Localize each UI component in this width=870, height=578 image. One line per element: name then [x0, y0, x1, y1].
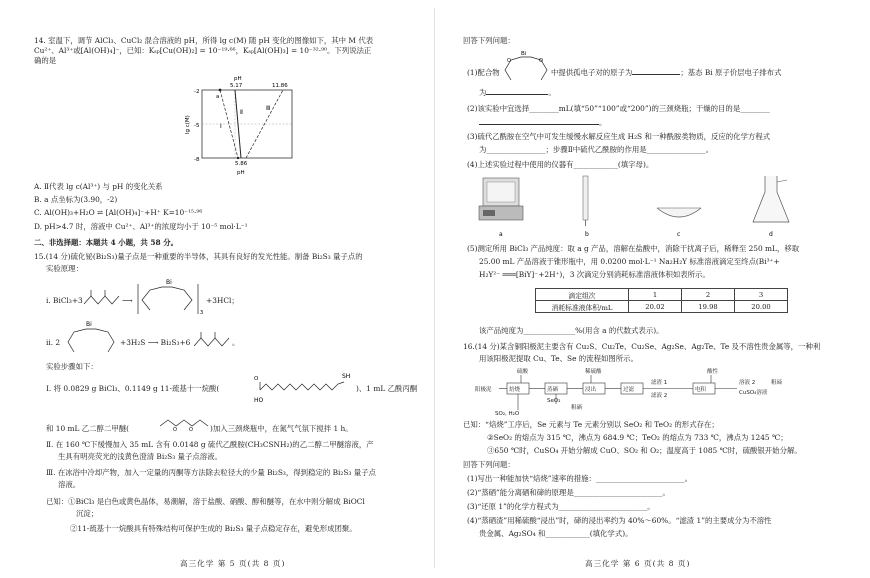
page-6 — [435, 0, 870, 578]
p2: (2)该实验中宜选择________mL(填“50”“100”或“200”)的三颈烧瓶；干燥的目的是________ — [467, 104, 770, 113]
sh-label: SH — [342, 373, 351, 380]
table-row — [536, 301, 788, 313]
label-instrument-a: a — [499, 231, 503, 238]
table-row-label: 消耗标准液体积/mL — [536, 301, 629, 313]
step1-a: Ⅰ. 将 0.0829 g BiCl₃、0.1149 g 11-巯基十一烷酸( — [46, 384, 220, 393]
curve-II — [235, 90, 241, 158]
step1-b: )、1 mL 乙酰丙酮 — [356, 384, 418, 393]
p1-b: 中提供孤电子对的原子为 ；基态 Bi 原子价层电子排布式 — [551, 68, 782, 77]
table-col-2: 2 — [682, 289, 735, 301]
balance-icon — [479, 178, 523, 220]
p3-a: (3)硫代乙酰胺在空气中可发生缓慢水解反应生成 H₂S 和一种酰胺类物质，反应的化学方程式 — [467, 132, 771, 141]
p5-d: 该产品纯度为______________%(用含 a 的代数式表示)。 — [479, 326, 664, 335]
label-a: a — [216, 94, 220, 100]
p1-a: (1)配合物 — [467, 68, 500, 77]
xlabel-top: pH — [234, 76, 242, 82]
q16-answer-heading: 回答下列问题： — [463, 460, 515, 469]
rxn1-right: +3HCl； — [206, 296, 239, 305]
table-value-3: 20.00 — [735, 301, 788, 313]
rxn1-left: i. BiCl₃+3 — [46, 296, 83, 305]
flow-out-seo2: SeO₂ — [547, 398, 561, 404]
tick-m8: -8 — [194, 157, 200, 163]
point-586 — [237, 157, 239, 159]
subscript-3: 3 — [200, 310, 204, 316]
answer-blank-p1[interactable] — [632, 68, 680, 75]
bi-label-2: Bi — [86, 321, 92, 328]
table-col-1: 1 — [629, 289, 682, 301]
evaporating-dish-icon — [657, 208, 701, 217]
dimethoxyethane-structure — [158, 414, 210, 432]
q16-a3: (3)“还原 1”的化学方程式为________________________。 — [467, 502, 655, 511]
burette-icon — [583, 176, 588, 226]
footer-page-6: 高三化学 第 6 页(共 8 页) — [585, 559, 691, 568]
step2-b: 生具有明亮荧光的浅黄色澄清 Bi₂S₃ 量子点溶液。 — [58, 452, 222, 461]
q16-known-1: 已知：“焙烧”工序后，Se 元素与 Te 元素分别以 SeO₂ 和 TeO₂ 的形式存在； — [463, 420, 719, 429]
q16-a: 16.(14 分)某含铜阳极泥主要含有 Cu₂S、Cu₂Te、Cu₂Se、Ag₂Se、Ag₂Te、Te 及不溶性贵金属等，一种利 — [463, 342, 821, 351]
process-flowchart — [475, 364, 835, 416]
step1-d: )加入三颈烧瓶中，在氮气气氛下搅拌 1 h。 — [210, 424, 353, 433]
step3-b: 溶液。 — [58, 480, 81, 489]
o-label-p1a: O — [507, 58, 511, 64]
q14-line3: 确的是 — [34, 56, 57, 65]
label-III: Ⅲ — [266, 105, 271, 112]
acetylacetone-structure-2 — [192, 330, 232, 352]
p1-d: 为 。 — [479, 88, 556, 97]
tick-517: 5.17 — [230, 83, 243, 89]
q14-option-b: B. a 点坐标为(3.90，-2) — [34, 195, 118, 204]
carbonyl-o: O — [254, 376, 259, 382]
q15-line1: 15.(14 分)硫化铋(Bi₂S₃)量子点是一种重要的半导体，其具有良好的发光性能。制备 Bi₂S₃ 量子点的 — [34, 252, 363, 261]
p3-b: 为________________；步骤Ⅱ中硫代乙酰胺的作用是________________。 — [479, 145, 714, 154]
q14-line1: 14. 室温下，调节 AlCl₃、CuCl₂ 混合溶液的 pH，所得 lg c(M) 随 pH 变化的图像如下，其中 M 代表 — [34, 36, 374, 45]
flow-label-roast: 焙烧 — [509, 387, 521, 393]
bi-label-p1: Bi — [521, 51, 527, 57]
o-label-p1b: O — [539, 58, 543, 64]
flow-input-sulfuric: 硫酸 — [517, 369, 529, 375]
graph-frame — [202, 90, 292, 158]
q16-known-2: ②SeO₂ 的熔点为 315 ℃，沸点为 684.9 ℃；TeO₂ 的熔点为 733 ℃，沸点为 1245 ℃； — [487, 433, 788, 442]
bi-complex-structure — [136, 276, 204, 316]
q14-option-d: D. pH>4.7 时，溶液中 Cu²⁺、Al³⁺的浓度均小于 10⁻⁵ mol·L⁻¹ — [34, 222, 248, 231]
step2-a: Ⅱ. 在 160 ℃下缓慢加入 35 mL 含有 0.0148 g 硫代乙酰胺(CH₃CSNH₂)的乙二醇二甲醚溶液，产 — [46, 440, 374, 449]
flow-label-residue1: 滤渣 1 — [651, 380, 668, 386]
tick-586: 5.86 — [235, 161, 248, 167]
ylabel: lg c(M) — [185, 115, 191, 134]
o-label-2: O — [189, 427, 193, 432]
p2-b: 。 — [479, 118, 606, 128]
flow-out-cuso4: CuSO₄溶液 — [739, 390, 768, 396]
rxn-arrow: ⟶ — [122, 296, 133, 305]
p5-b: 25.00 mL 产品溶液于锥形瓶中，用 0.0200 mol·L⁻¹ Na₂H₂Y 标准溶液滴定至终点(Bi³⁺+ — [479, 257, 780, 266]
flow-input-acid: 酸性 — [707, 369, 719, 375]
tick-m5: -5 — [194, 123, 200, 129]
table-header-label: 滴定组次 — [536, 289, 629, 301]
flow-out-crude-te: 粗碲 — [771, 380, 783, 386]
p5-a: (5)测定所用 BiCl₃ 产品纯度：取 a g 产品，溶解在盐酸中，消除干扰离子后，稀释至 250 mL，移取 — [467, 244, 800, 253]
flow-input-dilute: 稀硫酸 — [585, 369, 602, 375]
answer-blank-p2[interactable] — [479, 118, 599, 125]
rxn2-right: 。 — [232, 338, 240, 347]
q14-option-a: A. Ⅱ代表 lg c(Al³⁺) 与 pH 的变化关系 — [34, 182, 163, 191]
q16-known-3: ③650 ℃时，CuSO₄ 开始分解成 CuO、SO₂ 和 O₂；温度高于 1085 ℃时，硫酸银开始分解。 — [487, 446, 802, 455]
table-value-2: 19.98 — [682, 301, 735, 313]
p5-c: H₂Y²⁻ ═══[BiY]⁻+2H⁺)，3 次滴定分别消耗标准溶液体积如表所示。 — [479, 270, 710, 279]
bi-complex-p1 — [501, 48, 551, 84]
flow-label-solution2: 溶液 2 — [739, 380, 756, 386]
table-value-1: 20.02 — [629, 301, 682, 313]
erlenmeyer-flask-icon — [753, 176, 789, 222]
tick-m2: -2 — [194, 89, 200, 95]
answer-blank-p1-config[interactable] — [486, 88, 548, 95]
ho-label: HO — [254, 397, 264, 404]
titration-table — [535, 288, 788, 313]
flow-label-leach: 浸出 — [585, 387, 597, 393]
q14-option-c: C. Al(OH)₃+H₂O ⇌ [Al(OH)₄]⁻+H⁺ K=10⁻¹⁵·⁹⁶ — [34, 208, 203, 217]
q14-line2: Cu²⁺、Al³⁺或[Al(OH)₄]⁻，已知：Kₛₚ[Cu(OH)₂] = 10⁻¹⁹·⁶⁶，Kₛₚ[Al(OH)₃] = 10⁻³²·⁹⁰。下列说法正 — [34, 46, 372, 55]
bi-label: Bi — [166, 279, 172, 286]
known-1b: 沉淀； — [76, 509, 99, 518]
p4: (4)上述实验过程中使用的仪器有____________(填字母)。 — [467, 160, 654, 169]
footer-page-5: 高三化学 第 5 页(共 8 页) — [180, 559, 286, 568]
o-label-1: O — [173, 427, 177, 432]
table-row — [536, 289, 788, 301]
q16-a2: (2)“蒸硒”能分离硒和碲的原理是________________________。 — [467, 488, 670, 497]
q16-a4a: (4)“蒸硒渣”用稀硫酸“浸出”时，碲的浸出率约为 40%～60%。“滤渣 1”的主要成分为不溶性 — [467, 516, 772, 525]
flow-label-distil: 蒸硒 — [547, 387, 559, 393]
label-II: Ⅱ — [240, 109, 243, 116]
point-a — [219, 89, 222, 92]
flow-label-electro: 电积 — [695, 387, 707, 393]
q15-line2: 实验原理： — [46, 264, 83, 273]
bi-complex-structure-2 — [64, 318, 118, 358]
table-col-3: 3 — [735, 289, 788, 301]
intro: 回答下列问题： — [463, 36, 515, 45]
label-instrument-c: c — [677, 231, 681, 238]
lgc-ph-graph — [180, 74, 330, 184]
q16-a1: (1)写出一种能加快“焙烧”速率的措施：________________________。 — [467, 474, 692, 483]
instruments-figure — [475, 172, 835, 242]
xlabel-ph: pH — [237, 170, 245, 176]
flow-out-gas: SO₂, H₂O — [495, 411, 520, 416]
label-instrument-b: b — [585, 231, 589, 238]
flow-label-filter: 过滤 — [623, 387, 635, 393]
known-2: ②11-巯基十一烷酸具有特殊结构可保护生成的 Bi₂S₃ 量子点稳定存在，避免形成团聚。 — [70, 524, 357, 533]
flow-label-filtrate2: 滤液 2 — [651, 393, 668, 399]
known-1a: 已知：①BiCl₃ 是白色或黄色晶体，易潮解，溶于盐酸、硝酸、醇和醚等，在水中则分解成 BiOCl — [46, 497, 365, 506]
step3-a: Ⅲ. 在冰浴中冷却产物，加入一定量的丙酮等方法除去粒径大的少量 Bi₂S₃，得到稳定的 Bi₂S₃ 量子点 — [46, 468, 376, 477]
label-I: Ⅰ — [220, 123, 222, 130]
acetylacetone-structure — [82, 288, 122, 310]
rxn2-left: ii. 2 — [46, 338, 61, 347]
mercaptoundecanoic-acid-structure — [252, 370, 362, 406]
q16-a4b: 贵金属、Ag₂SO₄ 和____________(填化学式)。 — [479, 529, 633, 538]
q16-b: 用该阳极泥提取 Cu、Te、Se 的流程如图所示。 — [479, 354, 638, 363]
section-2-heading: 二、非选择题：本题共 4 小题，共 58 分。 — [34, 238, 178, 247]
steps-heading: 实验步骤如下： — [46, 362, 98, 371]
flow-start: 阳极泥 — [475, 387, 492, 393]
label-instrument-d: d — [769, 231, 773, 238]
rxn2-mid: +3H₂S ⟶ Bi₂S₃+6 — [120, 338, 191, 347]
flow-out-crude-se: 粗硒 — [571, 405, 583, 411]
step1-c: 和 10 mL 乙二醇二甲醚( — [46, 424, 129, 433]
tick-1186: 11.86 — [272, 83, 288, 89]
